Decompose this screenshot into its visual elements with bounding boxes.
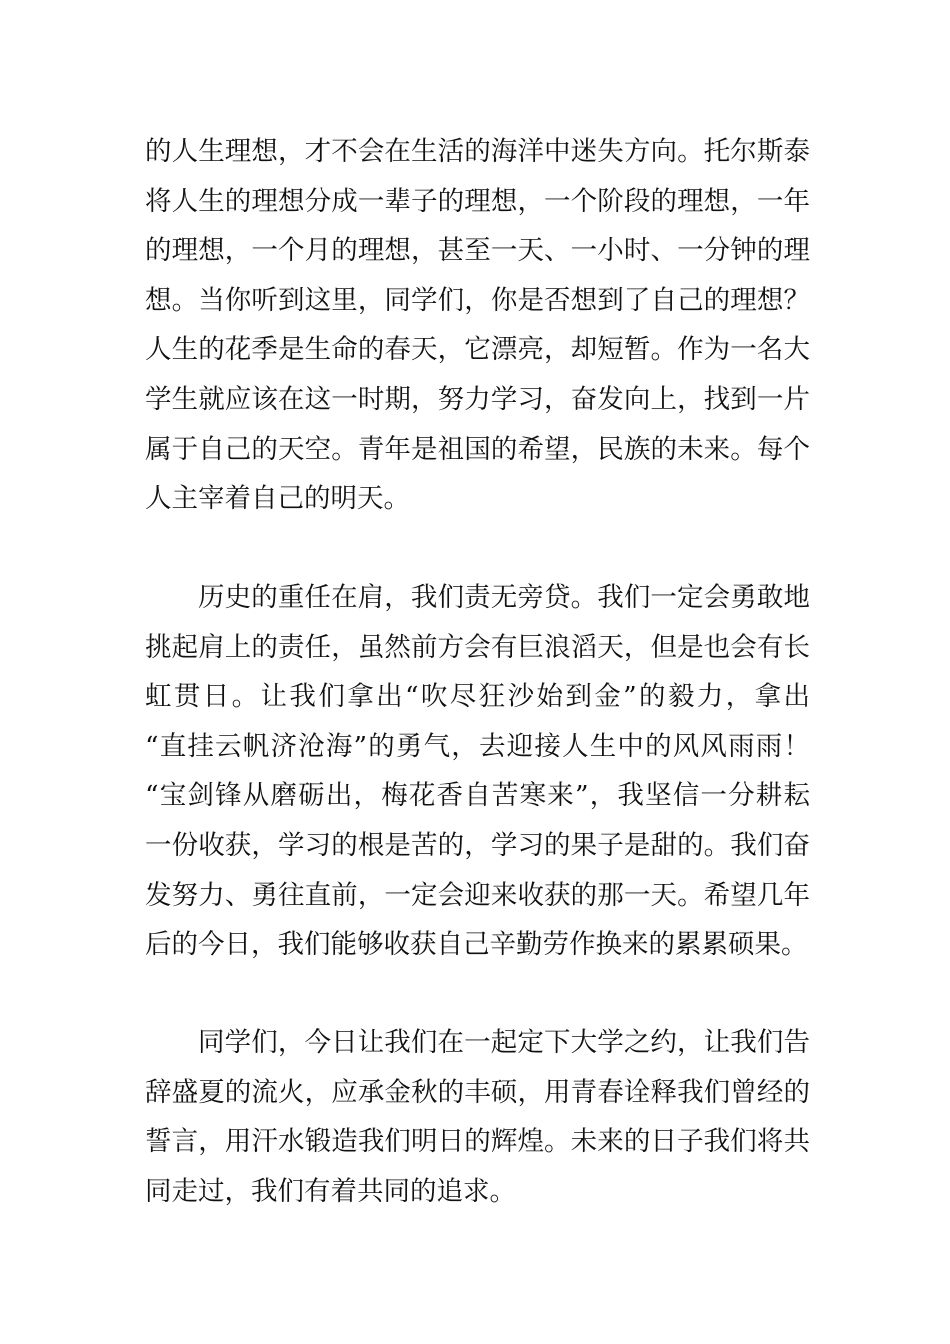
paragraph-line: 将人生的理想分成一辈子的理想，一个阶段的理想，一年: [145, 185, 810, 217]
paragraph-line: 人主宰着自己的明天。: [145, 483, 410, 515]
paragraph-line: “宝剑锋从磨砺出，梅花香自苦寒来”，我坚信一分耕耘: [145, 780, 810, 812]
paragraph-3: [145, 1018, 810, 1216]
paragraph-line: 后的今日，我们能够收获自己辛勤劳作换来的累累硕果。: [145, 929, 808, 961]
paragraph-line: 历史的重任在肩，我们责无旁贷。我们一定会勇敢地: [198, 582, 810, 613]
paragraph-line: 虹贯日。让我们拿出“吹尽狂沙始到金”的毅力，拿出: [145, 681, 810, 713]
paragraph-line: 同学们，今日让我们在一起定下大学之约，让我们告: [198, 1027, 810, 1058]
paragraph-line: 属于自己的天空。青年是祖国的希望，民族的未来。每个: [145, 433, 810, 465]
paragraph-line: 想。当你听到这里，同学们，你是否想到了自己的理想？: [145, 284, 810, 316]
paragraph-line: 誓言，用汗水锻造我们明日的辉煌。未来的日子我们将共: [145, 1126, 810, 1158]
paragraph-line: 学生就应该在这一时期，努力学习，奋发向上，找到一片: [145, 383, 810, 415]
paragraph-line: 人生的花季是生命的春天，它漂亮，却短暂。作为一名大: [145, 334, 810, 366]
paragraph-line: 的人生理想，才不会在生活的海洋中迷失方向。托尔斯泰: [145, 136, 810, 167]
paragraph-line: 辞盛夏的流火，应承金秋的丰硕，用青春诠释我们曾经的: [145, 1076, 810, 1108]
paragraph-line: 挑起肩上的责任，虽然前方会有巨浪滔天，但是也会有长: [145, 631, 810, 663]
paragraph-line: “直挂云帆济沧海”的勇气，去迎接人生中的风风雨雨！: [145, 730, 810, 762]
paragraph-2: [145, 573, 810, 970]
paragraph-line: 的理想，一个月的理想，甚至一天、一小时、一分钟的理: [145, 235, 810, 267]
paragraph-line: 发努力、勇往直前，一定会迎来收获的那一天。希望几年: [145, 879, 810, 911]
paragraph-line: 一份收获，学习的根是苦的，学习的果子是甜的。我们奋: [145, 829, 810, 861]
paragraph-1: [145, 127, 810, 524]
paragraph-line: 同走过，我们有着共同的追求。: [145, 1175, 516, 1207]
